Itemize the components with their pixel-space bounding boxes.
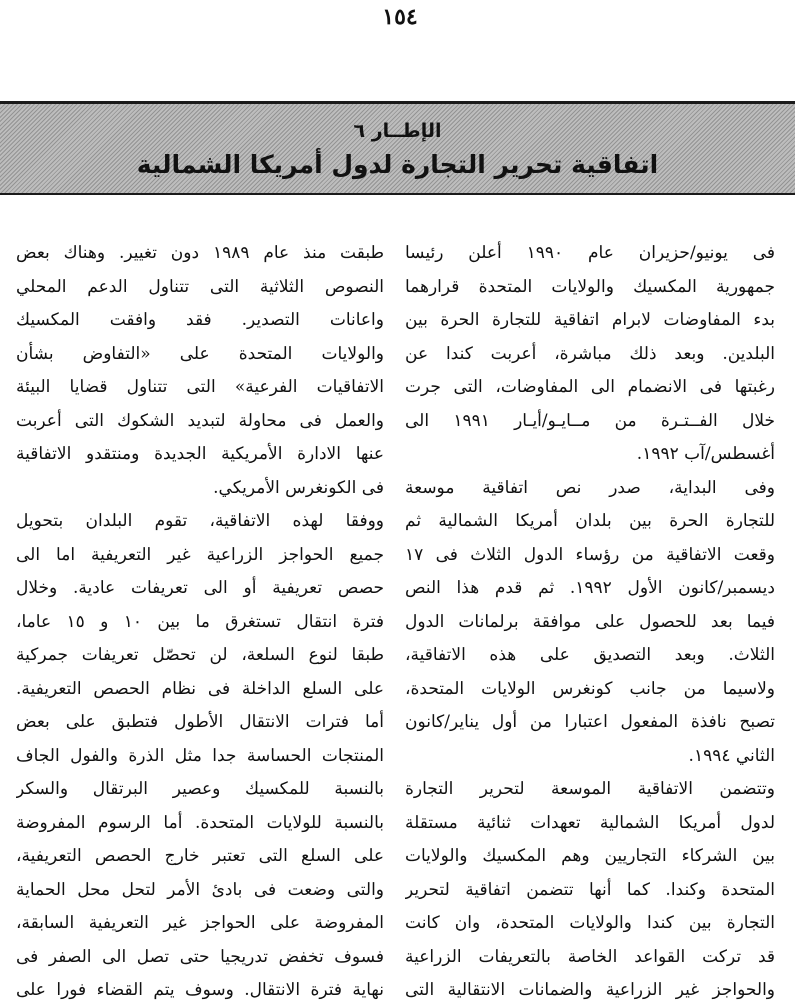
text-line: على السلع التى تعتبر خارج الحصص التعريفية، bbox=[16, 846, 384, 866]
text-line: وقعت الاتفاقية من رؤساء الدول الثلاث فى ١٧ bbox=[405, 544, 775, 565]
text-line: الثلاث. وبعد التصديق على هذه الاتفاقية، bbox=[405, 645, 775, 665]
text-line: عنها الادارة الأمريكية الجديدة ومنتقدو الاتفاقية bbox=[16, 444, 384, 464]
text-line: التجارة بين كندا والولايات المتحدة، وان كانت bbox=[405, 913, 775, 933]
text-line: البلدين. وبعد ذلك مباشرة، أعربت كندا عن bbox=[405, 343, 775, 364]
text-line: بالنسبة للولايات المتحدة. أما الرسوم المفروضة bbox=[16, 812, 384, 833]
text-line: فسوف تخفض تدريجيا حتى تصل الى الصفر فى bbox=[16, 946, 384, 967]
text-column-left bbox=[16, 237, 384, 1008]
text-line: تصبح نافذة المفعول اعتبارا من أول يناير/كانون bbox=[405, 712, 775, 732]
box-title: اتفاقية تحرير التجارة لدول أمريكا الشمالية bbox=[136, 150, 659, 179]
text-line: ووفقا لهذه الاتفاقية، تقوم البلدان بتحويل bbox=[16, 511, 384, 531]
text-column-right bbox=[405, 237, 775, 1008]
text-line: والحواجز غير الزراعية والضمانات الانتقالية التى bbox=[405, 980, 775, 1000]
text-line: المفروضة على الحواجز غير التعريفية السابقة، bbox=[16, 913, 384, 933]
text-line: الثاني ١٩٩٤. bbox=[688, 745, 775, 766]
text-line: لدول أمريكا الشمالية تعهدات ثنائية مستقلة bbox=[405, 812, 775, 833]
text-line: بين الشركاء التجاريين وهم المكسيك والولايات bbox=[405, 846, 775, 866]
text-line: على السلع الداخلة فى نظام الحصص التعريفية. bbox=[16, 678, 384, 699]
text-line: رغبتها فى الانضمام الى المفاوضات، التى جرت bbox=[405, 377, 775, 397]
text-line: والتى وضعت فى بادئ الأمر لتحل محل الحماية bbox=[16, 879, 384, 900]
text-line: المنتجات الحساسة جدا مثل الذرة والفول الجاف bbox=[16, 745, 384, 766]
page-number: ١٥٤ bbox=[382, 4, 418, 30]
text-line: نهاية فترة الانتقال. وسوف يتم القضاء فورا على bbox=[16, 980, 384, 1000]
text-line: للتجارة الحرة بين بلدان أمريكا الشمالية ثم bbox=[405, 511, 775, 531]
text-line: ولاسيما من جانب كونغرس الولايات المتحدة، bbox=[405, 678, 775, 699]
text-line: قد تركت القواعد الخاصة بالتعريفات الزراعية bbox=[405, 946, 775, 967]
text-line: النصوص الثلاثية التى تتناول الدعم المحلي bbox=[16, 276, 384, 297]
text-line: جمهورية المكسيك والولايات المتحدة قرارهما bbox=[405, 276, 775, 297]
text-line: واعانات التصدير. فقد وافقت المكسيك bbox=[16, 310, 384, 330]
text-line: خلال الفــتـرة من مــايـو/أيـار ١٩٩١ الى bbox=[405, 410, 775, 431]
text-line: وفى البداية، صدر نص اتفاقية موسعة bbox=[405, 477, 775, 498]
box-label: الإطــار ٦ bbox=[353, 120, 442, 142]
text-line: والعمل فى محاولة لتبديد الشكوك التى أعربت bbox=[16, 410, 384, 431]
text-line: فى يونيو/حزيران عام ١٩٩٠ أعلن رئيسا bbox=[405, 243, 775, 263]
text-line: وتتضمن الاتفاقية الموسعة لتحرير التجارة bbox=[405, 779, 775, 799]
text-line: ديسمبر/كانون الأول ١٩٩٢. ثم قدم هذا النص bbox=[405, 578, 775, 598]
text-line: فترة انتقال تستغرق ما بين ١٠ و ١٥ عاما، bbox=[16, 611, 384, 632]
text-line: بدء المفاوضات لابرام اتفاقية للتجارة الحرة بين bbox=[405, 310, 775, 330]
text-line: فيما بعد للحصول على موافقة برلمانات الدول bbox=[405, 611, 775, 632]
text-line: المتحدة وكندا. كما أنها تتضمن اتفاقية لتحرير bbox=[405, 879, 775, 900]
text-line: فى الكونغرس الأمريكي. bbox=[213, 477, 384, 498]
text-line: جميع الحواجز الزراعية غير التعريفية اما الى bbox=[16, 544, 384, 565]
text-line: طبقت منذ عام ١٩٨٩ دون تغيير. وهناك بعض bbox=[16, 243, 384, 263]
box-header bbox=[0, 101, 795, 195]
text-line: أما فترات الانتقال الأطول فتطبق على بعض bbox=[16, 712, 384, 732]
text-line: والولايات المتحدة على «التفاوض بشأن bbox=[16, 343, 384, 364]
text-line: الاتفاقيات الفرعية» التى تتناول قضايا البيئة bbox=[16, 377, 384, 397]
text-line: أغسطس/آب ١٩٩٢. bbox=[636, 444, 775, 464]
text-line: طبقا لنوع السلعة، لن تحصّل تعريفات جمركية bbox=[16, 645, 384, 665]
text-line: بالنسبة للمكسيك وعصير البرتقال والسكر bbox=[16, 779, 384, 799]
text-line: حصص تعريفية أو الى تعريفات عادية. وخلال bbox=[16, 578, 384, 598]
